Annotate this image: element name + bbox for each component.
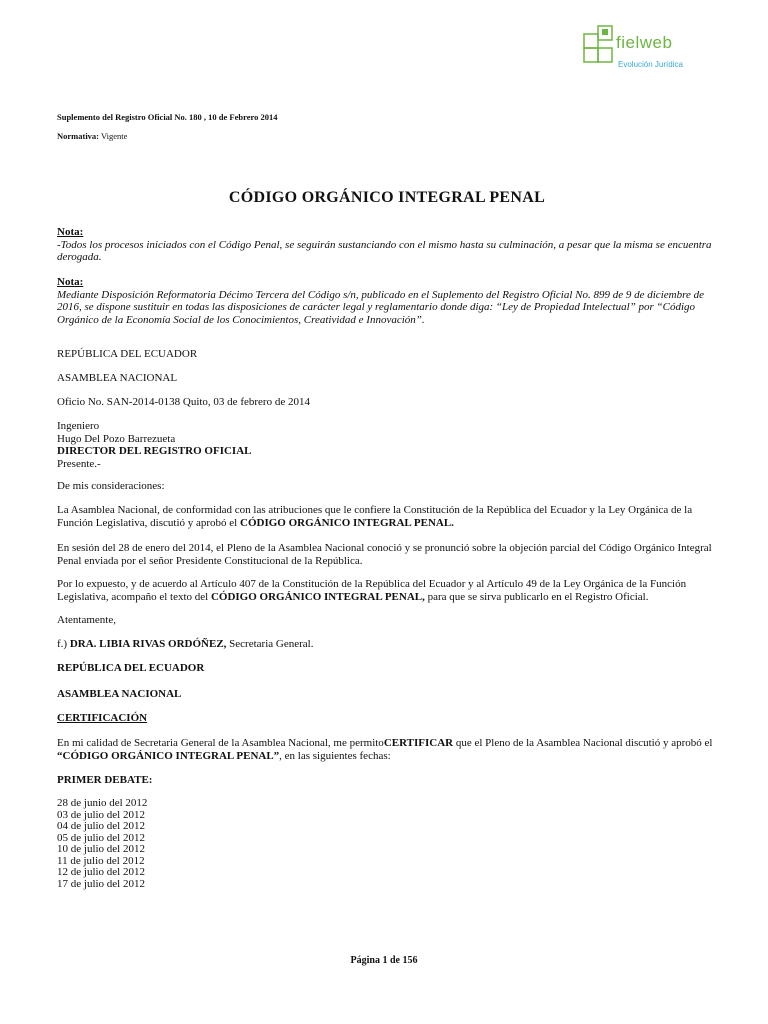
nota2-text: Mediante Disposición Reformatoria Décimo Tercera del Código s/n, publicado en el Suplemento del Registro Oficial No. 899 de 9 de diciembre de 2016, se dispone sustituir en todas las disposiciones de carácter legal y reglamentario donde diga: “Ley de Propiedad Intelectual” por “Código Orgánico de la Economía Social de los Conocimientos, Creatividad e Innovación”. — [57, 288, 704, 326]
certification-heading: CERTIFICACIÓN — [57, 712, 148, 724]
document-title: CÓDIGO ORGÁNICO INTEGRAL PENAL — [228, 189, 546, 206]
republica-heading: REPÚBLICA DEL ECUADOR — [57, 348, 198, 360]
code-name-bold: CÓDIGO ORGÁNICO INTEGRAL PENAL. — [240, 516, 454, 529]
list-item: 05 de julio del 2012 — [57, 831, 145, 844]
list-item: 03 de julio del 2012 — [57, 808, 145, 821]
list-item: 11 de julio del 2012 — [57, 854, 145, 867]
signature-line: f.) DRA. LIBIA RIVAS ORDÓÑEZ, Secretaria General. — [57, 638, 314, 650]
signatory-name: DRA. LIBIA RIVAS ORDÓÑEZ, — [69, 638, 227, 650]
closing: Atentamente, — [57, 614, 116, 626]
paragraph-1: La Asamblea Nacional, de conformidad con las atribuciones que le confiere la Constitución de la República del Ecuador y la Ley Orgánica de la Función Legislativa, discutió y aprobó el CÓDIGO ORGÁNICO INTEGRAL PENAL. — [57, 504, 693, 529]
logo-brand: fielweb — [616, 33, 673, 52]
list-item: 12 de julio del 2012 — [57, 866, 145, 878]
greeting: De mis consideraciones: — [57, 480, 165, 492]
nota1-text: -Todos los procesos iniciados con el Código Penal, se seguirán sustanciando con el mismo hasta su culminación, a pesar que la misma se encuentra derogada. — [57, 238, 712, 263]
primer-debate-label: PRIMER DEBATE: — [57, 774, 153, 786]
paragraph-3: Por lo expuesto, y de acuerdo al Artículo 407 de la Constitución de la República del Ecuador y al Artículo 49 de la Ley Orgánica de la Función Legislativa, acompaño el texto del CÓDIGO ORGÁNICO INTEGRAL PENAL, para que se sirva publicarlo en el Registro Oficial. — [57, 578, 687, 603]
supplement-line: Suplemento del Registro Oficial No. 180 , 10 de Febrero 2014 — [57, 112, 278, 122]
asamblea-heading: ASAMBLEA NACIONAL — [57, 372, 178, 384]
debate-dates-list — [57, 798, 717, 890]
paragraph-2: En sesión del 28 de enero del 2014, el Pleno de la Asamblea Nacional conoció y se pronunció sobre la objeción parcial del Código Orgánico Integral Penal enviada por el señor Presidente Constitucional de la República. — [57, 542, 712, 567]
building-icon — [536, 24, 616, 74]
addressee-role: DIRECTOR DEL REGISTRO OFICIAL — [57, 445, 252, 457]
addressee-title: Ingeniero — [57, 420, 100, 432]
cert-asamblea-heading: ASAMBLEA NACIONAL — [57, 688, 182, 700]
list-item: 17 de julio del 2012 — [57, 877, 145, 890]
normativa-value: Vigente — [101, 131, 128, 141]
presente-line: Presente.- — [57, 457, 101, 470]
list-item: 04 de julio del 2012 — [57, 820, 145, 832]
addressee-name: Hugo Del Pozo Barrezueta — [57, 432, 176, 445]
nota2-label: Nota: — [57, 276, 84, 288]
logo-tagline: Evolución Jurídica — [618, 60, 683, 69]
normativa-label: Normativa: — [57, 131, 100, 141]
certification-paragraph: En mi calidad de Secretaria General de la Asamblea Nacional, me permitoCERTIFICAR que el Pleno de la Asamblea Nacional discutió y aprobó el “CÓDIGO ORGÁNICO INTEGRAL PENAL”, en las siguientes fechas: — [57, 737, 713, 762]
oficio-line: Oficio No. SAN-2014-0138 Quito, 03 de febrero de 2014 — [57, 396, 310, 408]
cert-republica-heading: REPÚBLICA DEL ECUADOR — [57, 662, 205, 674]
list-item: 28 de junio del 2012 — [57, 797, 148, 809]
nota1-label: Nota: — [57, 226, 84, 238]
page-number: Página 1 de 156 — [350, 955, 418, 966]
fielweb-logo[interactable] — [536, 24, 716, 74]
list-item: 10 de julio del 2012 — [57, 843, 145, 855]
